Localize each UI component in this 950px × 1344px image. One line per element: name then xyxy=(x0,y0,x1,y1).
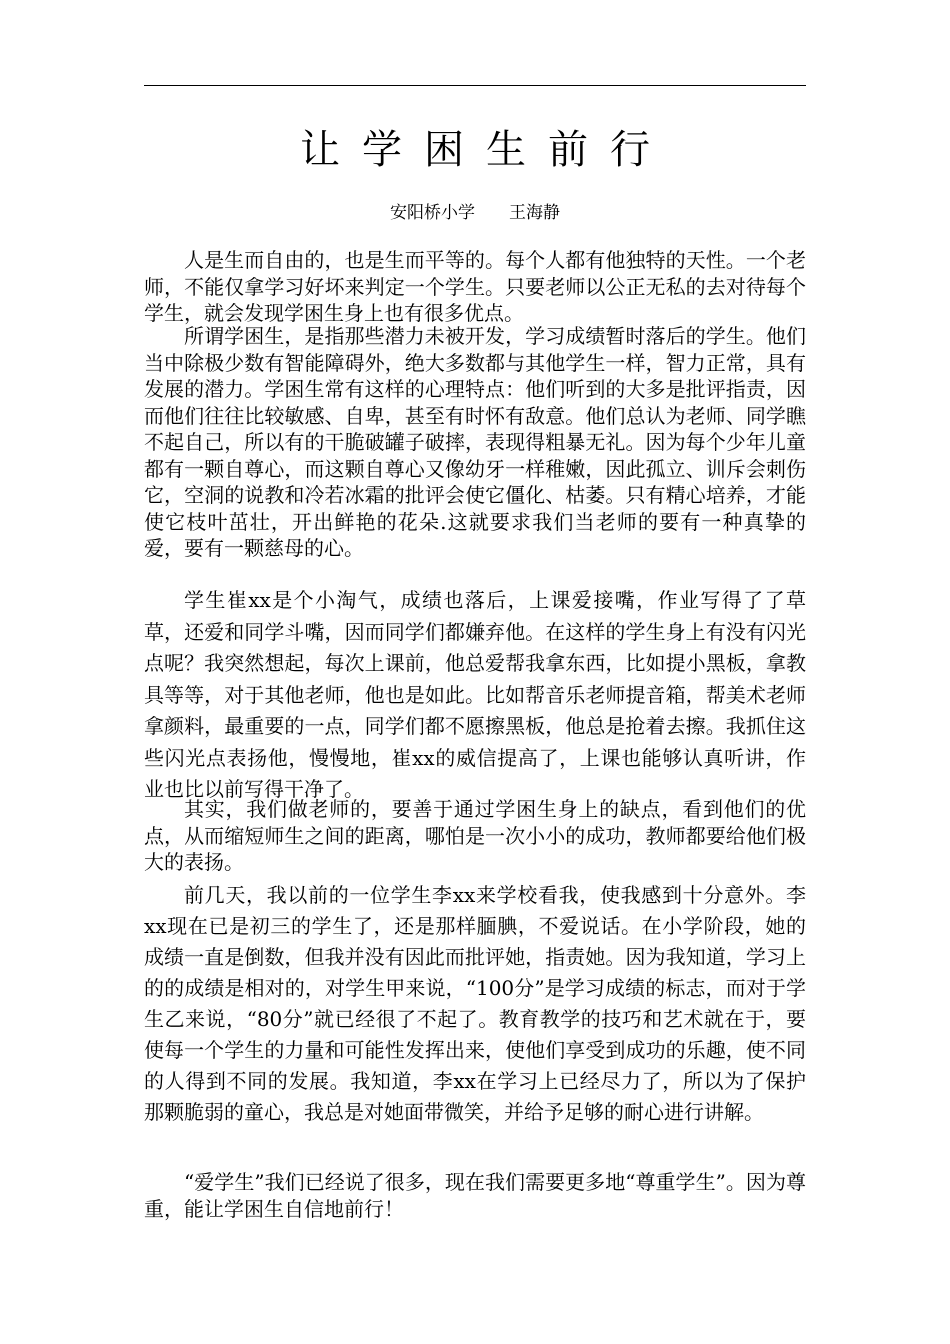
byline xyxy=(0,200,950,226)
paragraph-5: 前几天，我以前的一位学生李xx来学校看我，使我感到十分意外。李xx现在已是初三的学生了，还是那样腼腆，不爱说话。在小学阶段，她的成绩一直是倒数，但我并没有因此而批评她，指责她。因为我知道，学习上的的成绩是相对的，对学生甲来说，“100分”是学习成绩的标志，而对于学生乙来说，“80分”就已经很了不起了。教育教学的技巧和艺术就在于，要使每一个学生的力量和可能性发挥出来，使他们享受到成功的乐趣，使不同的人得到不同的发展。我知道，李xx在学习上已经尽力了，所以为了保护那颗脆弱的童心，我总是对她面带微笑，并给予足够的耐心进行讲解。 xyxy=(144,883,806,1124)
author-name: 王海静 xyxy=(509,203,560,223)
header-rule xyxy=(144,85,806,86)
paragraph-2: 所谓学困生，是指那些潜力未被开发，学习成绩暂时落后的学生。他们当中除极少数有智能障碍外，绝大多数都与其他学生一样，智力正常，具有发展的潜力。学困生常有这样的心理特点：他们听到的大多是批评指责，因而他们往往比较敏感、自卑，甚至有时怀有敌意。他们总认为老师、同学瞧不起自己，所以有的干脆破罐子破摔，表现得粗暴无礼。因为每个少年儿童都有一颗自尊心，而这颗自尊心又像幼牙一样稚嫩，因此孤立、训斥会刺伤它，空洞的说教和冷若冰霜的批评会使它僵化、枯萎。只有精心培养，才能使它枝叶茁壮，开出鲜艳的花朵.这就要求我们当老师的要有一种真挚的爱，要有一颗慈母的心。 xyxy=(144,324,806,560)
paragraph-3: 学生崔xx是个小淘气，成绩也落后，上课爱接嘴，作业写得了了草草，还爱和同学斗嘴，因而同学们都嫌弃他。在这样的学生身上有没有闪光点呢？我突然想起，每次上课前，他总爱帮我拿东西，比如提小黑板，拿教具等等，对于其他老师，他也是如此。比如帮音乐老师提音箱，帮美术老师拿颜料，最重要的一点，同学们都不愿擦黑板，他总是抢着去擦。我抓住这些闪光点表扬他，慢慢地，崔xx的威信提高了，上课也能够认真听讲，作业也比以前写得干净了。 xyxy=(144,588,806,801)
document-title: 让学困生前行 xyxy=(300,127,672,173)
paragraph-6: “爱学生”我们已经说了很多，现在我们需要更多地“尊重学生”。因为尊重，能让学困生自信地前行！ xyxy=(144,1170,806,1221)
paragraph-1: 人是生而自由的，也是生而平等的。每个人都有他独特的天性。一个老师，不能仅拿学习好坏来判定一个学生。只要老师以公正无私的去对待每个学生，就会发现学困生身上也有很多优点。 xyxy=(144,248,806,325)
school-name: 安阳桥小学 xyxy=(390,203,475,223)
paragraph-4: 其实，我们做老师的，要善于通过学困生身上的缺点，看到他们的优点，从而缩短师生之间的距离，哪怕是一次小小的成功，教师都要给他们极大的表扬。 xyxy=(144,797,806,874)
